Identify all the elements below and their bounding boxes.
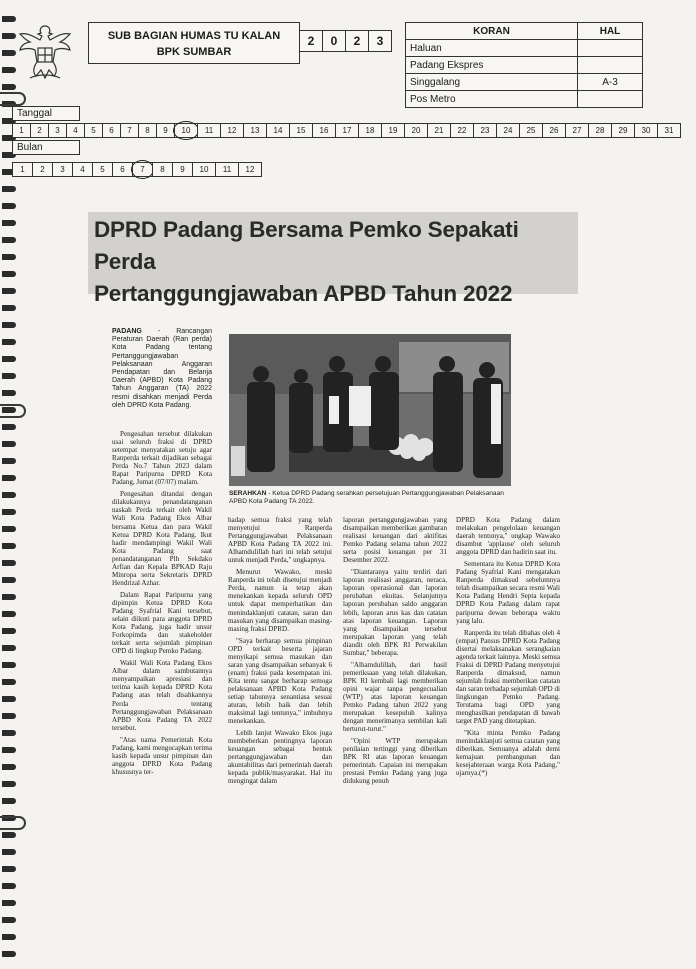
number-cell: 17: [335, 123, 359, 138]
paragraph: Menurut Wawako, meski Ranperda ini telah disetujui menjadi Perda, namun ia tetap akan menekankan kepada seluruh OPD untuk dapat memperhatikan dan menindaklanjuti catatan, saran dan masukan yang disampaikan masing-masing fraksi DPRD.: [228, 568, 332, 633]
binder-hole: [2, 50, 16, 56]
binder-ring: [0, 404, 26, 418]
selected-number-cell: 10: [174, 123, 198, 138]
binder-ring: [0, 92, 26, 106]
year-digit: 2: [299, 30, 323, 52]
binder-hole: [2, 271, 16, 277]
binder-hole: [2, 16, 16, 22]
article-column-4: [456, 516, 560, 777]
number-cell: 6: [112, 162, 133, 177]
number-cell: 3: [48, 123, 67, 138]
headline: [94, 214, 580, 310]
number-cell: 20: [404, 123, 428, 138]
table-row: [406, 91, 643, 108]
number-cell: 5: [92, 162, 113, 177]
binder-hole: [2, 390, 16, 396]
table-row: [406, 40, 643, 57]
number-cell: 31: [657, 123, 681, 138]
number-cell: 7: [120, 123, 139, 138]
lead-paragraph: [112, 328, 212, 410]
newspaper-name: Padang Ekspres: [406, 57, 578, 74]
binder-hole: [2, 849, 16, 855]
number-cell: 1: [12, 123, 31, 138]
binder-hole: [2, 628, 16, 634]
number-cell: 15: [289, 123, 313, 138]
selected-number-cell: 7: [132, 162, 153, 177]
lead-text: - Rancangan Peraturan Daerah (Ran perda) Kota Padang tentang Pertanggungjawaban Pelaksanaan Anggaran Pendapatan dan Belanja Daerah (APBD) Kota Padang Tahun Anggaran (TA) 2022 resmi disahkan menjadi Perda oleh DPRD Kota Padang.: [112, 328, 212, 409]
binder-hole: [2, 713, 16, 719]
binder-hole: [2, 441, 16, 447]
number-cell: 10: [192, 162, 216, 177]
headline-line-1: DPRD Padang Bersama Pemko Sepakati Perda: [94, 217, 519, 274]
number-cell: 19: [381, 123, 405, 138]
binder-hole: [2, 288, 16, 294]
bulan-row: [13, 162, 262, 177]
number-cell: 27: [565, 123, 589, 138]
binder-hole: [2, 237, 16, 243]
binder-hole: [2, 747, 16, 753]
binder-hole: [2, 67, 16, 73]
table-row: [406, 57, 643, 74]
number-cell: 26: [542, 123, 566, 138]
number-cell: 5: [84, 123, 103, 138]
number-cell: 6: [102, 123, 121, 138]
number-cell: 12: [238, 162, 262, 177]
hal-header: HAL: [578, 23, 643, 40]
binder-hole: [2, 883, 16, 889]
photo-caption: [229, 490, 511, 506]
paragraph: Ranperda itu telah dibahas oleh 4 (empat) Pansus DPRD Kota Padang disertai melaksanakan serangkaian agenda terkait lainnya. Meski semua Fraksi di DPRD Padang menyetujui Ranperda dimaksud, namun sejumlah fraksi memberikan catatan dan saran terhadap sejumlah OPD di lingkungan Pemko Padang. Terutama bagi OPD yang menghasilkan pendapatan di bawah target PAD yang ditetapkan.: [456, 628, 560, 726]
binder-hole: [2, 764, 16, 770]
binder-hole: [2, 900, 16, 906]
binder-hole: [2, 577, 16, 583]
paragraph: DPRD Kota Padang dalam melakukan pengelolaan keuangan daerah tentunya," ungkap Wawako disambut 'applause' oleh seluruh anggota DPRD dan hadirin saat itu.: [456, 516, 560, 557]
headline-line-2: Pertanggungjawaban APBD Tahun 2022: [94, 281, 513, 306]
binder-hole: [2, 662, 16, 668]
binder-hole: [2, 781, 16, 787]
newspaper-name: Haluan: [406, 40, 578, 57]
number-cell: 18: [358, 123, 382, 138]
newspaper-name: Pos Metro: [406, 91, 578, 108]
binder-hole: [2, 492, 16, 498]
binder-hole: [2, 475, 16, 481]
binder-hole: [2, 526, 16, 532]
binder-hole: [2, 866, 16, 872]
binder-hole: [2, 509, 16, 515]
binder-hole: [2, 424, 16, 430]
number-cell: 4: [66, 123, 85, 138]
number-cell: 30: [634, 123, 658, 138]
year-digit: 0: [322, 30, 346, 52]
year-box: [300, 30, 392, 52]
binder-hole: [2, 322, 16, 328]
newspaper-name: Singgalang: [406, 74, 578, 91]
binder-hole: [2, 934, 16, 940]
paragraph: Lebih lanjut Wawako Ekos juga membeberkan pentingnya laporan keuangan sebagai bentuk pertanggungjawaban dan akuntabilitas dari pemerintah daerah kepada publik/masyarakat. Hal itu mengingat dalam: [228, 729, 332, 786]
number-cell: 13: [243, 123, 267, 138]
paragraph: Sementara itu Ketua DPRD Kota Padang Syafrial Kani mengatakan Ranperda dimaksud sebelumnya telah disampaikan secara resmi Wali Kota Padang Hendri Septa kepada DPRD Kota Padang dalam rapat paripurna dewan beberapa waktu yang lalu.: [456, 560, 560, 625]
binder-hole: [2, 186, 16, 192]
paragraph: hadap semua fraksi yang telah menyetujui Ranperda Pertanggungjawaban Pelaksanaan APBD Kota Padang TA 2022 ini. Alhamdulillah hari ini telah setujui untuk menjadi Perda," ungkapnya.: [228, 516, 332, 565]
garuda-emblem-icon: [16, 20, 74, 82]
number-cell: 28: [588, 123, 612, 138]
binder-hole: [2, 611, 16, 617]
year-digit: 2: [345, 30, 369, 52]
number-cell: 2: [30, 123, 49, 138]
caption-text: - Ketua DPRD Padang serahkan persetujuan Pertanggungjawaban Pelaksanaan APBD Kota Padang TA 2022.: [229, 490, 504, 505]
number-cell: 25: [519, 123, 543, 138]
binder-hole: [2, 339, 16, 345]
number-cell: 11: [215, 162, 239, 177]
number-cell: 23: [473, 123, 497, 138]
page-number: [578, 91, 643, 108]
koran-header: KORAN: [406, 23, 578, 40]
number-cell: 9: [156, 123, 175, 138]
binder-hole: [2, 254, 16, 260]
binder-hole: [2, 679, 16, 685]
caption-label: SERAHKAN: [229, 490, 267, 497]
number-cell: 8: [152, 162, 173, 177]
binder-hole: [2, 951, 16, 957]
paragraph: "Saya berharap semua pimpinan OPD terkait beserta jajaran menyikapi semua masukan dan saran yang disampaikan sebanyak 6 (enam) fraksi pada kesempatan ini. Kita tentu sangat berharap semoga pelaksanaan APBD Kota Padang setiap tahunnya senantiasa sesuai aturan, lebih baik dan lebih maksimal lagi tentunya," imbuhnya menekankan.: [228, 636, 332, 726]
binder-hole: [2, 33, 16, 39]
binder-hole: [2, 356, 16, 362]
number-cell: 2: [32, 162, 53, 177]
number-cell: 21: [427, 123, 451, 138]
paragraph: Pengesahan ditandai dengan dilakukannya penandatanganan naskah Perda terkait oleh Wakil Wali Kota Padang Ekos Albar bersama Ketua dan para Wakil Ketua DPRD Kota Padang. Ikut hadir mendampingi Wakil Wali Kota Padang saat penandatanganan Plh Sekdako Arfian dan Kepala BPKAD Raju Minropa serta Sekretaris DPRD Hendrizal Azhar.: [112, 490, 212, 587]
binder-hole: [2, 373, 16, 379]
number-cell: 22: [450, 123, 474, 138]
tanggal-row: [13, 123, 681, 138]
news-photo: [229, 334, 511, 486]
article-column-3: [343, 516, 447, 786]
binder-hole: [2, 594, 16, 600]
number-cell: 1: [12, 162, 33, 177]
binder-hole: [2, 305, 16, 311]
page-number: [578, 40, 643, 57]
number-cell: 3: [52, 162, 73, 177]
binder-hole: [2, 917, 16, 923]
paragraph: "Opini WTP merupakan penilaian tertinggi yang diberikan BPK RI atas laporan keuangan pemerintah. Capaian ini merupakan prestasi Pemko Padang yang juga didukung penuh: [343, 737, 447, 786]
tanggal-label: Tanggal: [12, 106, 80, 121]
number-cell: 9: [172, 162, 193, 177]
office-line-1: SUB BAGIAN HUMAS TU KALAN: [107, 30, 281, 42]
number-cell: 4: [72, 162, 93, 177]
binder-hole: [2, 798, 16, 804]
paragraph: "Kita minta Pemko Padang menindaklanjuti semua catatan yang diberikan. Semuanya adalah demi kemajuan pembangunan dan kesejahteraan warga Kota Padang," ujarnya.(*): [456, 729, 560, 778]
article-column-2: [228, 516, 332, 786]
binder-hole: [2, 458, 16, 464]
binder-hole: [2, 543, 16, 549]
binder-hole: [2, 730, 16, 736]
article-column-1: [112, 430, 212, 776]
number-cell: 12: [220, 123, 244, 138]
binder-hole: [2, 203, 16, 209]
dateline: PADANG: [112, 328, 142, 335]
paragraph: laporan pertanggungjawaban yang disampaikan memberikan gambaran realisasi keuangan dari aktifitas Pemko Padang selama tahun 2022 serta posisi keuangan per 31 Desember 2022.: [343, 516, 447, 565]
binder-hole: [2, 696, 16, 702]
paragraph: "Alhamdulillah, dari hasil pemeriksaan yang telah dilakukan, BPK RI kembali lagi memberikan opini wajar tanpa pengecualian (WTP) atas laporan keuangan Pemko Padang tahun 2022 yang merupakan kesepuluh kalinya dengan menerimanya sembilan kali berturut-turut.": [343, 660, 447, 734]
table-row: [406, 74, 643, 91]
newspaper-table: [405, 22, 643, 108]
office-line-2: BPK SUMBAR: [156, 46, 232, 58]
page-number: [578, 57, 643, 74]
bulan-label: Bulan: [12, 140, 80, 155]
binder-hole: [2, 645, 16, 651]
paragraph: Wakil Wali Kota Padang Ekos Albar dalam sambutannya menyampaikan apresiasi dan terima kasih kepada DPRD Kota Padang atas telah disahkannya Perda tentang Pertanggungjawaban Pelaksanaan APBD Kota Padang TA 2022 tersebut.: [112, 659, 212, 732]
binder-hole: [2, 84, 16, 90]
number-cell: 11: [197, 123, 221, 138]
number-cell: 24: [496, 123, 520, 138]
binder-hole: [2, 560, 16, 566]
number-cell: 29: [611, 123, 635, 138]
year-digit: 3: [368, 30, 392, 52]
number-cell: 8: [138, 123, 157, 138]
number-cell: 16: [312, 123, 336, 138]
paragraph: "Diantaranya yaitu terdiri dari laporan realisasi anggaran, neraca, laporan operasional dan laporan perubahan ekuitas. Selanjutnya laporan perubahan saldo anggaran lebih, laporan arus kas dan catatan atas laporan keuangan. Laporan yang disampaikan tersebut merupakan laporan yang telah diaudit oleh BPK RI Perwakilan Sumbar," beberapa.: [343, 568, 447, 657]
binder-hole: [2, 220, 16, 226]
paragraph: "Atas nama Pemerintah Kota Padang, kami mengucapkan terima kasih kepada unsur pimpinan dan anggota DPRD Kota Padang khususnya ter-: [112, 735, 212, 776]
binder-hole: [2, 832, 16, 838]
number-cell: 14: [266, 123, 290, 138]
paragraph: Dalam Rapat Paripurna yang dipimpin Ketua DPRD Kota Padang Syafrial Kani tersebut, selain diikuti para anggota DPRD Kota Padang, juga hadir unsur Forkopimda dan stakeholder terkait serta sejumlah pimpinan OPD di lingkup Pemko Padang.: [112, 590, 212, 656]
paragraph: Pengesahan tersebut dilakukan usai seluruh fraksi di DPRD setempat menyatakan setuju agar Ranperda terkait dijadikan sebagai Perda No.7 Tahun 2023 dalam Rapat Paripurna DPRD Kota Padang, Jumat (07/07) malam.: [112, 430, 212, 487]
binder-ring: [0, 816, 26, 830]
office-label-box: [88, 22, 300, 64]
page-number: A-3: [578, 74, 643, 91]
